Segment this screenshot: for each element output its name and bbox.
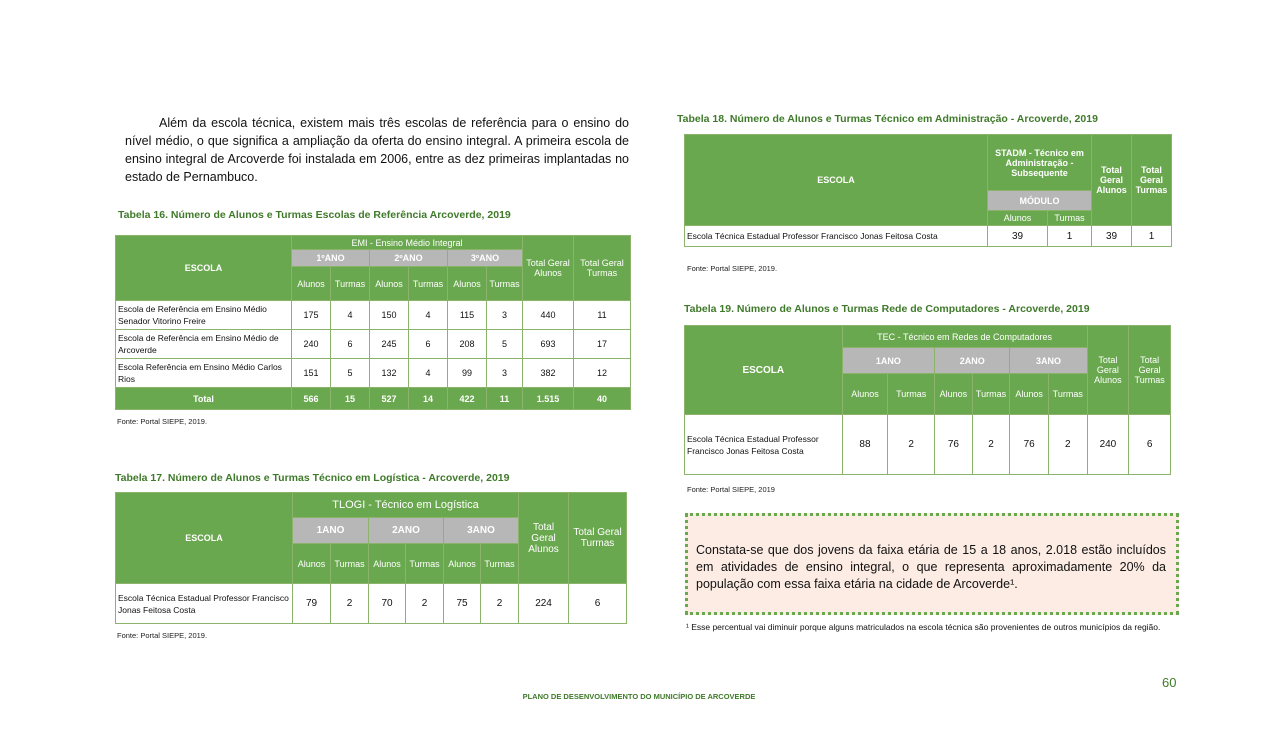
cell: 208 (448, 330, 487, 359)
cell: 224 (519, 584, 569, 624)
cell: 14 (409, 388, 448, 410)
alunos-header: Alunos (370, 267, 409, 301)
cell: 115 (448, 301, 487, 330)
cell: 40 (574, 388, 631, 410)
year-header: 2ANO (935, 348, 1010, 374)
table19-caption: Tabela 19. Número de Alunos e Turmas Rede de Computadores - Arcoverde, 2019 (684, 303, 1090, 315)
year-header: 3ANO (444, 518, 519, 544)
escola-header: ESCOLA (116, 493, 293, 584)
cell: 5 (331, 359, 370, 388)
group-header: TEC - Técnico em Redes de Computadores (842, 326, 1087, 348)
cell: 2 (1048, 415, 1087, 475)
total-label: Total (116, 388, 292, 410)
group-header: EMI - Ensino Médio Integral (292, 236, 523, 250)
school-name: Escola de Referência em Ensino Médio Senador Vitorino Freire (116, 301, 292, 330)
school-name: Escola de Referência em Ensino Médio de Arcoverde (116, 330, 292, 359)
cell: 422 (448, 388, 487, 410)
cell: 693 (523, 330, 574, 359)
cell: 2 (888, 415, 935, 475)
table17 (115, 492, 627, 624)
intro-paragraph: Além da escola técnica, existem mais três escolas de referência para o ensino do nível médio, o que significa a ampliação da oferta do ensino integral. A primeira escola de ensino integral de Arcoverde foi instalada em 2006, entre as dez primeiras implantadas no estado de Pernambuco. (125, 116, 629, 184)
turmas-header: Turmas (409, 267, 448, 301)
alunos-header: Alunos (842, 374, 888, 415)
page-footer: PLANO DE DESENVOLVIMENTO DO MUNICÍPIO DE ARCOVERDE (522, 692, 756, 701)
cell: 17 (574, 330, 631, 359)
total-alunos-header: Total Geral Alunos (523, 236, 574, 301)
group-header: STADM - Técnico em Administração - Subsequente (988, 135, 1092, 191)
cell: 440 (523, 301, 574, 330)
cell: 566 (292, 388, 331, 410)
cell: 6 (1129, 415, 1171, 475)
alunos-header: Alunos (292, 267, 331, 301)
cell: 2 (406, 584, 444, 624)
turmas-header: Turmas (487, 267, 523, 301)
table19-source: Fonte: Portal SIEPE, 2019 (687, 485, 775, 494)
cell: 175 (292, 301, 331, 330)
alunos-header: Alunos (448, 267, 487, 301)
cell: 4 (409, 359, 448, 388)
table16 (115, 235, 631, 410)
turmas-header: Turmas (481, 544, 519, 584)
cell: 1 (1132, 226, 1172, 247)
cell: 3 (487, 359, 523, 388)
alunos-header: Alunos (444, 544, 481, 584)
table19 (684, 325, 1171, 475)
table18-caption: Tabela 18. Número de Alunos e Turmas Técnico em Administração - Arcoverde, 2019 (677, 113, 1098, 125)
table17-source: Fonte: Portal SIEPE, 2019. (117, 631, 208, 640)
table-row (116, 301, 631, 330)
year-header: 1ANO (842, 348, 935, 374)
alunos-header: Alunos (1010, 374, 1049, 415)
cell: 527 (370, 388, 409, 410)
total-turmas-header: Total Geral Turmas (1132, 135, 1172, 226)
cell: 4 (409, 301, 448, 330)
total-turmas-header: Total Geral Turmas (1129, 326, 1171, 415)
school-name: Escola Técnica Estadual Professor Francisco Jonas Feitosa Costa (685, 226, 988, 247)
cell: 2 (331, 584, 369, 624)
cell: 5 (487, 330, 523, 359)
school-name: Escola Técnica Estadual Professor Francisco Jonas Feitosa Costa (116, 584, 293, 624)
school-name: Escola Referência em Ensino Médio Carlos Rios (116, 359, 292, 388)
cell: 15 (331, 388, 370, 410)
cell: 240 (1087, 415, 1129, 475)
alunos-header: Alunos (988, 211, 1048, 226)
turmas-header: Turmas (406, 544, 444, 584)
cell: 76 (935, 415, 973, 475)
group-header: TLOGI - Técnico em Logística (293, 493, 519, 518)
cell: 2 (972, 415, 1010, 475)
cell: 6 (409, 330, 448, 359)
cell: 79 (293, 584, 331, 624)
cell: 150 (370, 301, 409, 330)
escola-header: ESCOLA (116, 236, 292, 301)
total-turmas-header: Total Geral Turmas (574, 236, 631, 301)
cell: 2 (481, 584, 519, 624)
table16-source: Fonte: Portal SIEPE, 2019. (117, 417, 208, 426)
cell: 151 (292, 359, 331, 388)
turmas-header: Turmas (331, 544, 369, 584)
cell: 3 (487, 301, 523, 330)
table-row (685, 415, 1171, 475)
table18-source: Fonte: Portal SIEPE, 2019. (687, 264, 778, 273)
turmas-header: Turmas (331, 267, 370, 301)
cell: 4 (331, 301, 370, 330)
cell: 245 (370, 330, 409, 359)
page-number: 60 (1162, 675, 1177, 690)
cell: 70 (369, 584, 406, 624)
turmas-header: Turmas (1048, 211, 1092, 226)
school-name: Escola Técnica Estadual Professor Francisco Jonas Feitosa Costa (685, 415, 843, 475)
escola-header: ESCOLA (685, 135, 988, 226)
cell: 99 (448, 359, 487, 388)
alunos-header: Alunos (935, 374, 973, 415)
table-row (116, 584, 627, 624)
turmas-header: Turmas (1048, 374, 1087, 415)
alunos-header: Alunos (293, 544, 331, 584)
year-header: 2ºANO (370, 250, 448, 267)
cell: 382 (523, 359, 574, 388)
cell: 132 (370, 359, 409, 388)
table18 (684, 134, 1172, 247)
cell: 88 (842, 415, 888, 475)
callout-box: Constata-se que dos jovens da faixa etária de 15 a 18 anos, 2.018 estão incluídos em atividades de ensino integral, o que representa aproximadamente 20% da população com essa faixa etária na cidade de Arcoverde¹. (685, 513, 1179, 615)
table16-caption: Tabela 16. Número de Alunos e Turmas Escolas de Referência Arcoverde, 2019 (118, 209, 511, 221)
cell: 11 (574, 301, 631, 330)
total-row (116, 388, 631, 410)
cell: 1 (1048, 226, 1092, 247)
cell: 39 (1092, 226, 1132, 247)
turmas-header: Turmas (972, 374, 1010, 415)
year-header: 1ANO (293, 518, 369, 544)
table-row (116, 330, 631, 359)
alunos-header: Alunos (369, 544, 406, 584)
total-alunos-header: Total Geral Alunos (1092, 135, 1132, 226)
cell: 11 (487, 388, 523, 410)
cell: 6 (331, 330, 370, 359)
table-row (685, 226, 1172, 247)
cell: 1.515 (523, 388, 574, 410)
year-header: 1ºANO (292, 250, 370, 267)
footnote: ¹ Esse percentual vai diminuir porque alguns matriculados na escola técnica são provenientes de outros municípios da região. (686, 622, 1161, 632)
year-header: 2ANO (369, 518, 444, 544)
table17-caption: Tabela 17. Número de Alunos e Turmas Técnico em Logística - Arcoverde, 2019 (115, 472, 510, 484)
cell: 76 (1010, 415, 1049, 475)
modulo-header: MÓDULO (988, 191, 1092, 211)
total-alunos-header: Total Geral Alunos (519, 493, 569, 584)
year-header: 3ANO (1010, 348, 1087, 374)
year-header: 3ºANO (448, 250, 523, 267)
cell: 240 (292, 330, 331, 359)
cell: 12 (574, 359, 631, 388)
turmas-header: Turmas (888, 374, 935, 415)
cell: 6 (569, 584, 627, 624)
cell: 39 (988, 226, 1048, 247)
cell: 75 (444, 584, 481, 624)
escola-header: ESCOLA (685, 326, 843, 415)
table-row (116, 359, 631, 388)
total-turmas-header: Total Geral Turmas (569, 493, 627, 584)
total-alunos-header: Total Geral Alunos (1087, 326, 1129, 415)
